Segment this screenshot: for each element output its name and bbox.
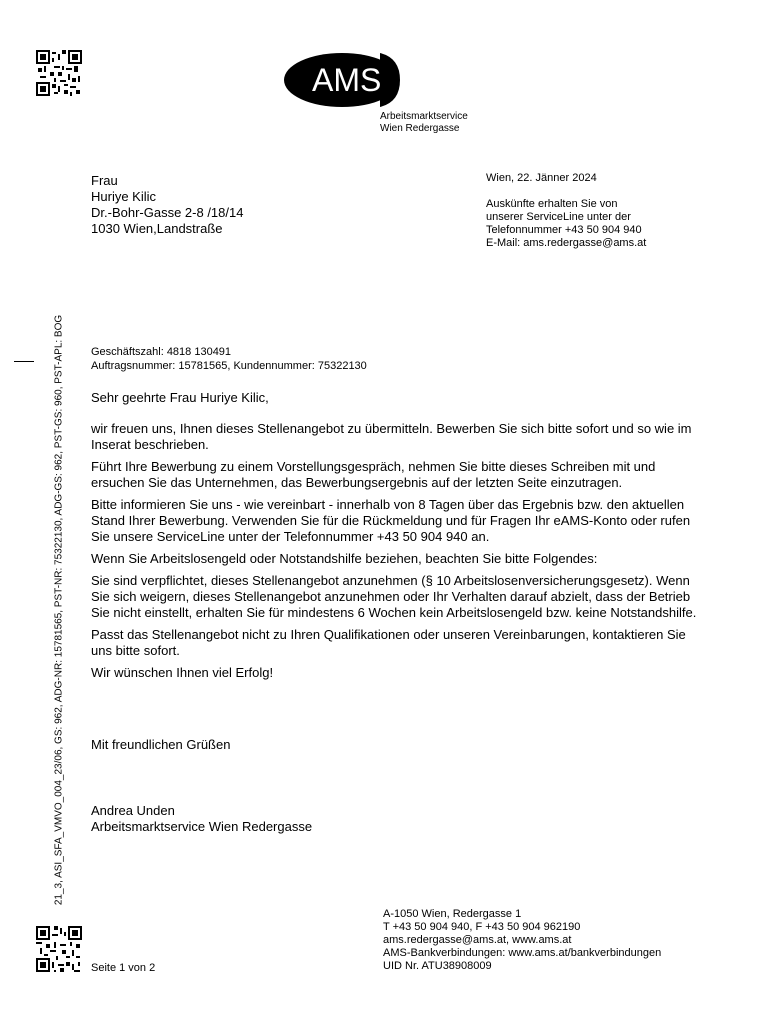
recipient-street: Dr.-Bohr-Gasse 2-8 /18/14 [91,205,244,220]
recipient-title: Frau [91,173,118,188]
footer-contact [383,908,661,973]
salutation: Sehr geehrte Frau Huriye Kilic, [91,390,269,405]
recipient-city: 1030 Wien,Landstraße [91,221,223,236]
qr-code-top [36,50,82,96]
letter-date: Wien, 22. Jänner 2024 [486,172,597,184]
paragraph: Führt Ihre Bewerbung zu einem Vorstellungsgespräch, nehmen Sie bitte dieses Schreiben mit und ersuchen Sie das Unternehmen, das Bewerbungsergebnis auf der letzten Seite einzutragen. [91,459,656,490]
footer-uid: UID Nr. ATU38908009 [383,960,492,972]
page-number: Seite 1 von 2 [91,962,156,974]
side-reference-code: 21_3, ASI_SFA_VMVO_004_23/06, GS: 962, ADG-NR: 15781565, PST-NR: 75322130, ADG-GS: 962, PST-GS: 960, PST-APL: BOG [53,314,65,906]
recipient-address [91,173,243,237]
paragraph: Bitte informieren Sie uns - wie vereinbart - innerhalb von 8 Tagen über das Ergebnis bzw. den aktuellen Stand Ihrer Bewerbung. Verwenden Sie für die Rückmeldung und für Fragen Ihr eAMS-Konto oder rufen Sie unsere ServiceLine unter der Telefonnummer +43 50 904 940 an. [91,497,691,544]
logo-line-2: Wien Redergasse [380,123,460,134]
qr-code-bottom [36,926,82,972]
logo-subtitle [380,111,468,135]
case-number: Geschäftszahl: 4818 130491 [91,346,232,358]
footer-phone: T +43 50 904 940, F +43 50 904 962190 [383,921,581,933]
paragraph: Sie sind verpflichtet, dieses Stellenangebot anzunehmen (§ 10 Arbeitslosenversicherungsgesetz). Wenn Sie sich weigern, dieses Stellenangebot anzunehmen oder Ihr Verhalten darauf abzielt, dass der Betrieb Sie nicht einstellt, erhalten Sie für mindestens 6 Wochen kein Arbeitslosengeld bzw. keine Notstandshilfe. [91,573,697,620]
paragraph: Wir wünschen Ihnen viel Erfolg! [91,665,274,680]
footer-bank: AMS-Bankverbindungen: www.ams.at/bankverbindungen [383,947,662,959]
logo-brand: AMS [312,62,382,98]
info-email: E-Mail: ams.redergasse@ams.at [486,237,647,249]
info-block [486,172,646,250]
info-line-2: unserer ServiceLine unter der [486,211,631,223]
letter-body [91,421,701,687]
logo-line-1: Arbeitsmarktservice [380,111,468,122]
footer-address: A-1050 Wien, Redergasse 1 [383,908,522,920]
fold-mark [14,361,34,362]
signer-name: Andrea Unden [91,803,175,818]
info-phone: Telefonnummer +43 50 904 940 [486,224,642,236]
order-number: Auftragsnummer: 15781565, Kundennummer: 75322130 [91,360,367,372]
recipient-name: Huriye Kilic [91,189,157,204]
closing: Mit freundlichen Grüßen [91,737,231,752]
reference-numbers [91,345,367,373]
paragraph: Passt das Stellenangebot nicht zu Ihren Qualifikationen oder unseren Vereinbarungen, kontaktieren Sie uns bitte sofort. [91,627,686,658]
info-line-1: Auskünfte erhalten Sie von [486,198,618,210]
paragraph: Wenn Sie Arbeitslosengeld oder Notstandshilfe beziehen, beachten Sie bitte Folgendes: [91,551,598,566]
signer-organization: Arbeitsmarktservice Wien Redergasse [91,819,313,834]
signature-block [91,803,312,835]
footer-web: ams.redergasse@ams.at, www.ams.at [383,934,572,946]
paragraph: wir freuen uns, Ihnen dieses Stellenangebot zu übermitteln. Bewerben Sie sich bitte sofort und so wie im Inserat beschrieben. [91,421,692,452]
